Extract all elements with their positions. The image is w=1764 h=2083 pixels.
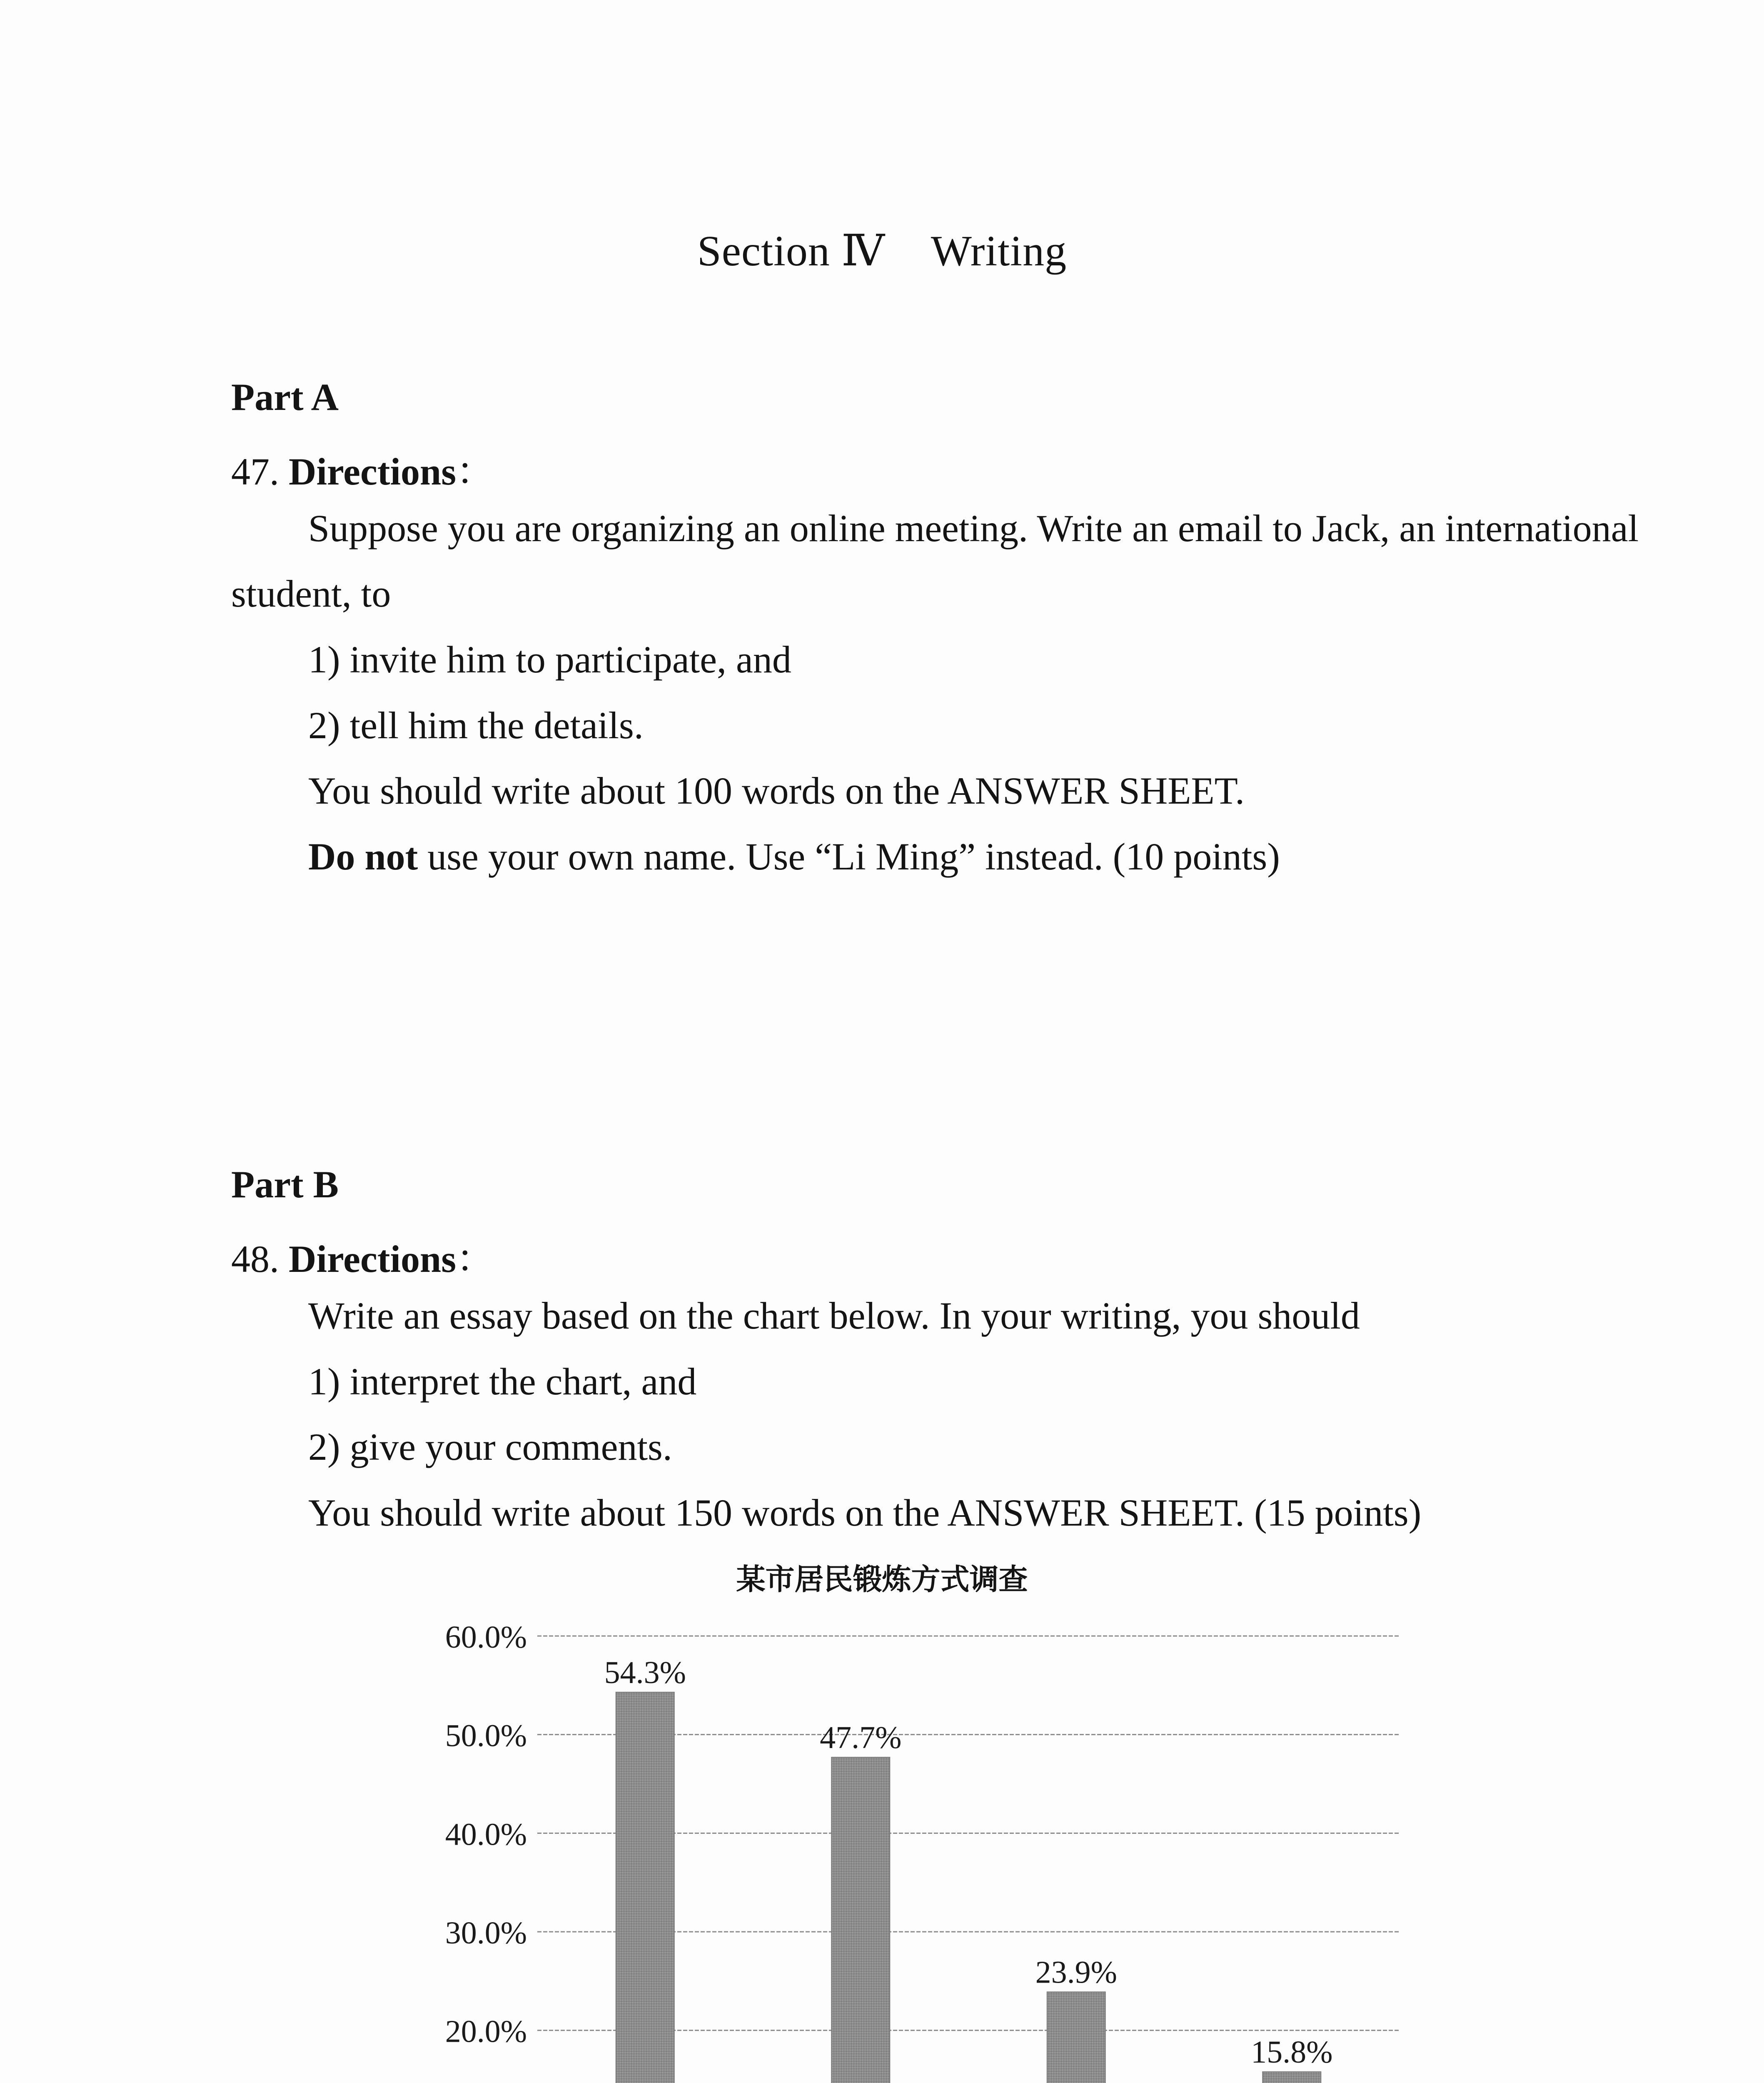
q47-para-line1: Suppose you are organizing an online meeting. Write an email to Jack, an international <box>308 507 1639 549</box>
q47-number: 47. <box>231 450 279 493</box>
q48-para: Write an essay based on the chart below. In your writing, you should <box>308 1294 1360 1337</box>
q48-item-2: 2) give your comments. <box>308 1426 672 1468</box>
part-b-heading: Part B <box>231 1163 339 1206</box>
y-tick-label: 40.0% <box>445 1817 527 1852</box>
do-not-emphasis: Do not <box>308 835 418 878</box>
q47-colon: ： <box>456 450 495 493</box>
y-tick-label: 30.0% <box>445 1916 527 1951</box>
bar <box>616 1692 674 2083</box>
q47-directions-label: Directions <box>289 450 457 493</box>
y-tick-label: 60.0% <box>445 1620 527 1655</box>
bar-value-label: 54.3% <box>604 1655 686 1690</box>
section-label: Section Ⅳ <box>697 227 885 275</box>
q47-item-1: 1) invite him to participate, and <box>308 638 791 681</box>
q48-item-1: 1) interpret the chart, and <box>308 1360 697 1403</box>
y-tick-label: 20.0% <box>445 2014 527 2049</box>
chart-title: 某市居民锻炼方式调查 <box>736 1562 1028 1596</box>
q47-word-requirement: You should write about 100 words on the ANSWER SHEET. <box>308 769 1245 812</box>
bar-value-label: 23.9% <box>1035 1955 1117 1990</box>
section-subtitle: Writing <box>931 227 1067 275</box>
bar <box>1262 2072 1321 2083</box>
q48-number: 48. <box>231 1238 279 1280</box>
bar-value-label: 15.8% <box>1251 2035 1333 2070</box>
part-a-heading: Part A <box>231 376 339 418</box>
q48-word-requirement: You should write about 150 words on the ANSWER SHEET. (15 points) <box>308 1491 1422 1534</box>
q47-para-line2: student, to <box>231 572 391 615</box>
q47-item-2: 2) tell him the details. <box>308 704 644 747</box>
bar <box>1047 1992 1105 2083</box>
bar-value-label: 47.7% <box>820 1720 902 1756</box>
q48-directions-label: Directions <box>289 1238 457 1280</box>
bar <box>831 1757 890 2083</box>
q48-colon: ： <box>456 1238 495 1280</box>
name-requirement-text: use your own name. Use “Li Ming” instead. (10 points) <box>418 835 1280 878</box>
y-tick-label: 50.0% <box>445 1718 527 1753</box>
